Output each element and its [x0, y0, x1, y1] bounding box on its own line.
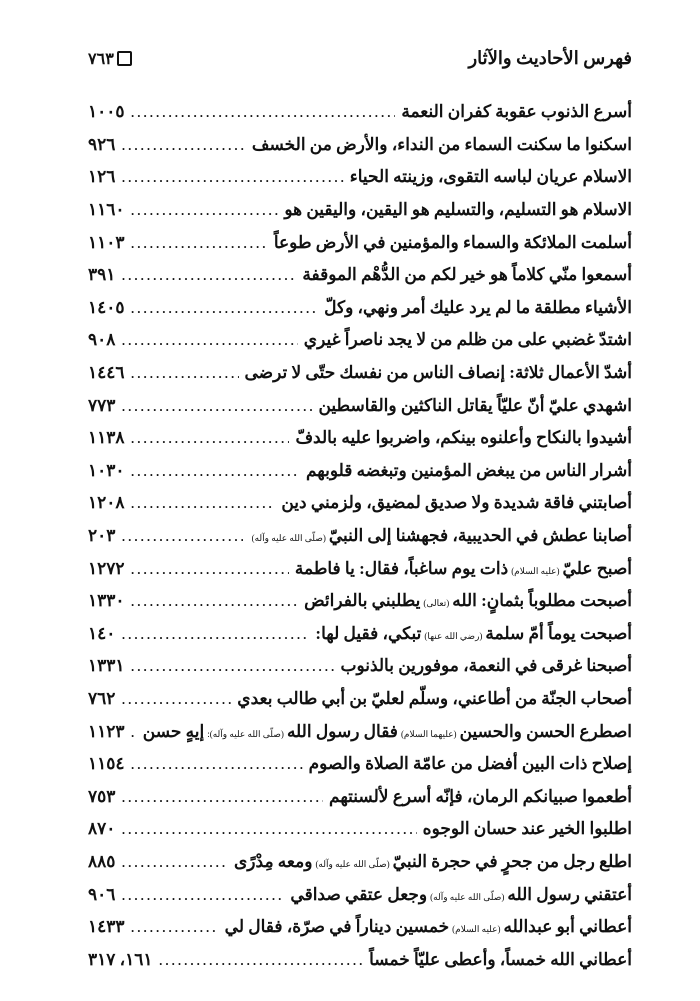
- entry-page-number: ٧٧٣: [88, 395, 116, 415]
- entry-text: [234, 852, 632, 872]
- entry-text-segment: أصحاب الجنّة من أطاعني، وسلّم لعليّ بن أبي طالب بعدي: [237, 688, 632, 708]
- entry-page-number: ١٠٠٥: [88, 102, 125, 122]
- entry-text-segment: أطعموا صبيانكم الرمان، فإنّه أسرع لألسنتهم: [329, 786, 632, 806]
- entry-page-number: ٩٢٦: [88, 134, 116, 154]
- entry-text-segment: اسكنوا ما سكنت السماء من النداء، والأرض من الخسف: [251, 134, 632, 154]
- entry-text: [401, 102, 632, 122]
- entry-text-segment: أصبحنا غرقى في النعمة، موفورين بالذنوب: [340, 656, 632, 676]
- index-entry: [88, 846, 632, 879]
- entry-text-segment: إيهٍ حسن: [142, 721, 205, 741]
- index-entry: [88, 878, 632, 911]
- entry-page-number: ١١٠٣: [88, 232, 125, 252]
- index-entry: [88, 194, 632, 227]
- leader-dots: [121, 135, 246, 155]
- leader-dots: [131, 200, 279, 220]
- entry-text: [295, 428, 632, 448]
- index-entry: [88, 357, 632, 390]
- leader-dots: [159, 950, 364, 970]
- entry-text-segment: الاسلام عريان لباسه التقوى، وزينته الحياء: [349, 167, 632, 187]
- entry-text-segment: اشتدّ غضبي على من ظلم من لا يجد ناصراً غيري: [303, 330, 632, 350]
- entry-text-segment: تبكي، فقيل لها:: [315, 623, 422, 643]
- entry-text: [284, 200, 632, 220]
- leader-dots: [131, 754, 303, 774]
- entry-page-number: ٧٦٢: [88, 688, 116, 708]
- entry-text-segment: أسمعوا منّي كلاماً هو خير لكم من الدُّهْم الموقفة: [302, 265, 632, 285]
- entry-page-number: ٧٥٣: [88, 786, 116, 806]
- entry-text-segment: فقال رسول الله: [286, 721, 398, 741]
- leader-dots: [121, 330, 297, 350]
- index-entry: [88, 585, 632, 618]
- leader-dots: [131, 233, 268, 253]
- entry-text: [295, 559, 632, 579]
- entry-text: [143, 722, 632, 742]
- entry-text-segment: اطلبوا الخير عند حسان الوجوه: [422, 819, 632, 839]
- entry-text: [423, 819, 632, 839]
- index-entry: [88, 618, 632, 651]
- running-title: فهرس الأحاديث والآثار: [468, 47, 632, 68]
- entry-text: [249, 526, 632, 546]
- index-entry: [88, 748, 632, 781]
- entry-text-segment: أشدّ الأعمال ثلاثة: إنصاف الناس من نفسك حتّى لا ترضى: [244, 363, 632, 383]
- entry-page-number: ١١٣٨: [88, 428, 125, 448]
- entry-text: [281, 493, 632, 513]
- leader-dots: [131, 102, 396, 122]
- index-entry: [88, 943, 632, 976]
- index-list: [88, 96, 632, 976]
- entry-text-segment: اصطرع الحسن والحسين: [459, 721, 632, 741]
- index-entry: [88, 129, 632, 162]
- honorific: (رضي الله عنها): [424, 630, 483, 641]
- entry-page-number: ٢٠٣: [88, 526, 116, 546]
- entry-text: [306, 461, 632, 481]
- leader-dots: [131, 559, 289, 579]
- honorific: (تعالى): [423, 598, 450, 609]
- entry-page-number: ١١٦٠: [88, 200, 125, 220]
- index-entry: [88, 813, 632, 846]
- leader-dots: [131, 428, 290, 448]
- leader-dots: [121, 167, 343, 187]
- entry-text-segment: أشرار الناس من يبغض المؤمنين وتبغضه قلوبهم: [305, 460, 632, 480]
- leader-dots: [121, 689, 231, 709]
- index-entry: [88, 520, 632, 553]
- index-entry: [88, 780, 632, 813]
- entry-text: [302, 265, 632, 285]
- index-entry: [88, 324, 632, 357]
- honorific: (صلّى الله عليه وآله): [251, 533, 326, 544]
- entry-text: [304, 330, 632, 350]
- leader-dots: [121, 396, 312, 416]
- leader-dots: [121, 885, 284, 905]
- index-entry: [88, 552, 632, 585]
- entry-text: [329, 787, 632, 807]
- entry-text: [315, 624, 632, 644]
- leader-dots: [131, 363, 239, 383]
- entry-text-segment: أسرع الذنوب عقوبة كفران النعمة: [401, 102, 632, 122]
- entry-page-number: ٨٨٥: [88, 851, 116, 871]
- index-entry: [88, 389, 632, 422]
- index-entry: [88, 911, 632, 944]
- entry-page-number: ١١٥٤: [88, 754, 125, 774]
- entry-text-segment: اطلع رجل من جحرٍ في حجرة النبيّ: [392, 851, 632, 871]
- entry-text-segment: وجعل عتقي صداقي: [290, 884, 428, 904]
- index-entry: [88, 715, 632, 748]
- leader-dots: [131, 591, 299, 611]
- entry-text: [324, 298, 632, 318]
- entry-text-segment: الأشياء مطلقة ما لم يرد عليك أمر ونهي، وكلّ: [324, 297, 632, 317]
- entry-text-segment: ذات يوم ساغباً، فقال: يا فاطمة: [294, 558, 509, 578]
- entry-text-segment: أصابتني فاقة شديدة ولا صديق لمضيق، ولزمني دين: [281, 493, 632, 513]
- entry-page-number: ١٢٦: [88, 167, 116, 187]
- entry-text-segment: أشيدوا بالنكاح وأعلنوه بينكم، واضربوا عليه بالدفّ: [295, 428, 632, 448]
- leader-dots: [121, 265, 296, 285]
- honorific: (صلّى الله عليه وآله): [430, 891, 505, 902]
- honorific: (صلّى الله عليه وآله): [315, 858, 390, 869]
- index-entry: [88, 161, 632, 194]
- entry-page-number: ١٢٠٨: [88, 493, 125, 513]
- page-number-group: [88, 49, 132, 68]
- entry-text-segment: أصبحت مطلوباً بثمانٍ: الله: [452, 591, 632, 611]
- index-entry: [88, 487, 632, 520]
- index-entry: [88, 455, 632, 488]
- entry-page-number: ١١٢٣: [88, 721, 125, 741]
- entry-text: [369, 950, 632, 970]
- entry-page-number: ٨٧٠: [88, 819, 116, 839]
- entry-text-segment: أصبحت يوماً أمّ سلمة: [485, 623, 632, 643]
- entry-page-number: ١٢٧٢: [88, 558, 125, 578]
- entry-text-segment: الاسلام هو التسليم، والتسليم هو اليقين، واليقين هو: [284, 200, 632, 220]
- leader-dots: [121, 852, 228, 872]
- entry-text-segment: يطلبني بالفرائض: [304, 591, 421, 611]
- leader-dots: [131, 298, 319, 318]
- page-header: [88, 44, 632, 72]
- honorific: (صلّى الله عليه وآله):: [207, 728, 284, 739]
- entry-text-segment: أسلمت الملائكة والسماء والمؤمنين في الأرض طوعاً: [273, 232, 632, 252]
- honorific: (عليهما السلام): [400, 728, 457, 739]
- square-icon: [117, 51, 132, 66]
- leader-dots: [131, 461, 300, 481]
- index-entry: [88, 226, 632, 259]
- entry-page-number: ١٤٣٣: [88, 917, 125, 937]
- honorific: (عليه السلام): [511, 565, 560, 576]
- index-entry: [88, 422, 632, 455]
- leader-dots: [131, 493, 276, 513]
- entry-text: [237, 689, 632, 709]
- entry-text: [318, 396, 632, 416]
- leader-dots: [131, 917, 219, 937]
- entry-page-number: ١٠٣٠: [88, 460, 125, 480]
- entry-page-number: ١٣٣١: [88, 656, 125, 676]
- entry-text-segment: إصلاح ذات البين أفضل من عامّة الصلاة والصوم: [308, 754, 632, 774]
- entry-text-segment: أصبح عليّ: [562, 558, 632, 578]
- entry-text-segment: أصابنا عطش في الحديبية، فجهشنا إلى النبيّ: [328, 526, 632, 546]
- entry-text-segment: خمسين ديناراً في صرّة، فقال لي: [224, 917, 450, 937]
- entry-page-number: ٩٠٨: [88, 330, 116, 350]
- entry-text: [350, 167, 632, 187]
- leader-dots: [121, 526, 242, 546]
- entry-text-segment: اشهدي عليّ أنّ عليّاً يقاتل الناكثين والقاسطين: [318, 395, 632, 415]
- entry-page-number: ١٤٤٦: [88, 363, 125, 383]
- index-entry: [88, 683, 632, 716]
- entry-text: [290, 885, 632, 905]
- entry-page-number: ١٣٣٠: [88, 591, 125, 611]
- leader-dots: [131, 656, 335, 676]
- entry-text-segment: أعطاني الله خمساً، وأعطى عليّاً خمساً: [369, 949, 632, 969]
- entry-text: [252, 135, 632, 155]
- entry-page-number: ١٦١، ٣١٧: [88, 949, 153, 969]
- leader-dots: [131, 722, 137, 742]
- index-entry: [88, 259, 632, 292]
- index-entry: [88, 292, 632, 325]
- entry-text-segment: أعتقني رسول الله: [507, 884, 632, 904]
- entry-page-number: ١٤٠٥: [88, 297, 125, 317]
- entry-page-number: ٩٠٦: [88, 884, 116, 904]
- entry-text: [340, 656, 632, 676]
- entry-page-number: ١٤٠: [88, 623, 116, 643]
- leader-dots: [121, 624, 309, 644]
- entry-text: [274, 233, 632, 253]
- entry-text: [225, 917, 632, 937]
- entry-text: [309, 754, 632, 774]
- page-number: ٧٦٣: [88, 48, 114, 68]
- entry-page-number: ٣٩١: [88, 265, 116, 285]
- entry-text: [304, 591, 632, 611]
- honorific: (عليه السلام): [452, 924, 501, 935]
- index-entry: [88, 96, 632, 129]
- leader-dots: [121, 819, 416, 839]
- entry-text-segment: أعطاني أبو عبدالله: [503, 917, 632, 937]
- entry-text: [245, 363, 633, 383]
- leader-dots: [121, 787, 323, 807]
- index-entry: [88, 650, 632, 683]
- entry-text-segment: ومعه مِدْرًى: [234, 851, 313, 871]
